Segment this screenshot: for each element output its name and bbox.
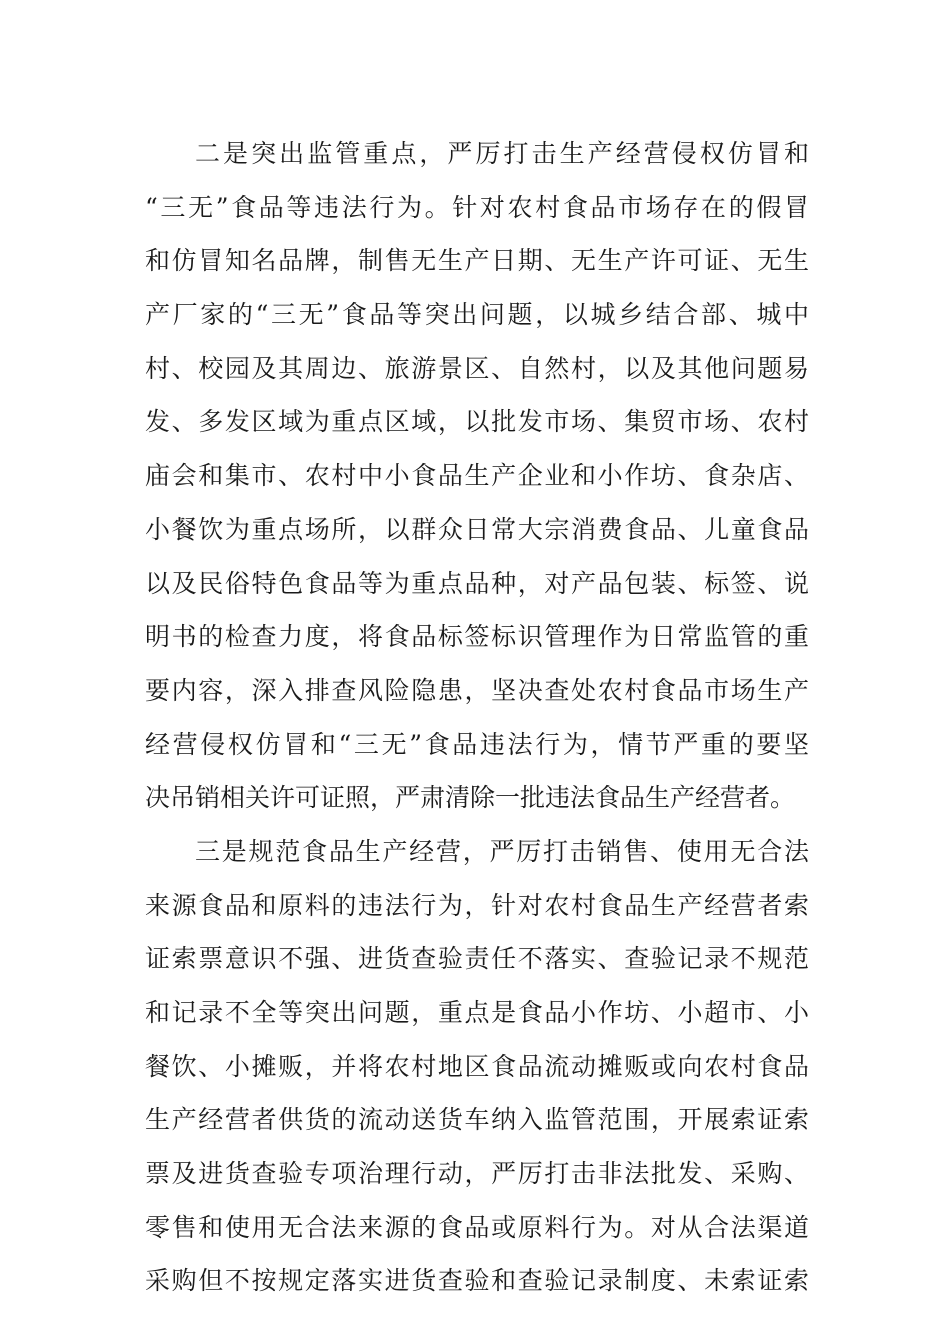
paragraph-line: 采购但不按规定落实进货查验和查验记录制度、未索证索 [145, 1266, 809, 1296]
paragraph-line: 小餐饮为重点场所，以群众日常大宗消费食品、儿童食品 [145, 514, 809, 544]
paragraph-line: “三无”食品等违法行为。针对农村食品市场存在的假冒 [145, 192, 809, 222]
paragraph-line: 和仿冒知名品牌，制售无生产日期、无生产许可证、无生 [145, 246, 809, 276]
paragraph-line: 餐饮、小摊贩，并将农村地区食品流动摊贩或向农村食品 [145, 1051, 809, 1081]
paragraph-line: 决吊销相关许可证照，严肃清除一批违法食品生产经营者。 [145, 783, 796, 813]
paragraph-line: 经营侵权仿冒和“三无”食品违法行为，情节严重的要坚 [145, 729, 809, 759]
paragraph-line: 以及民俗特色食品等为重点品种，对产品包装、标签、说 [145, 568, 809, 598]
paragraph-line: 来源食品和原料的违法行为，针对农村食品生产经营者索 [145, 890, 809, 920]
paragraph-line: 票及进货查验专项治理行动，严厉打击非法批发、采购、 [145, 1159, 809, 1189]
paragraph-line: 和记录不全等突出问题，重点是食品小作坊、小超市、小 [145, 998, 809, 1027]
paragraph-line: 二是突出监管重点，严厉打击生产经营侵权仿冒和 [195, 139, 809, 168]
paragraph-line: 明书的检查力度，将食品标签标识管理作为日常监管的重 [145, 622, 809, 652]
paragraph-line: 三是规范食品生产经营，严厉打击销售、使用无合法 [195, 836, 809, 866]
paragraph-line: 产厂家的“三无”食品等突出问题，以城乡结合部、城中 [145, 300, 809, 330]
body-text [145, 127, 809, 1308]
paragraph-line: 村、校园及其周边、旅游景区、自然村，以及其他问题易 [145, 353, 809, 383]
paragraph-line: 庙会和集市、农村中小食品生产企业和小作坊、食杂店、 [145, 461, 809, 491]
paragraph-line: 证索票意识不强、进货查验责任不落实、查验记录不规范 [145, 944, 809, 974]
paragraph-line: 生产经营者供货的流动送货车纳入监管范围，开展索证索 [145, 1105, 809, 1135]
paragraph-line: 要内容，深入排查风险隐患，坚决查处农村食品市场生产 [145, 675, 809, 705]
paragraph-line: 零售和使用无合法来源的食品或原料行为。对从合法渠道 [145, 1212, 809, 1242]
paragraph-line: 发、多发区域为重点区域，以批发市场、集贸市场、农村 [145, 407, 809, 437]
